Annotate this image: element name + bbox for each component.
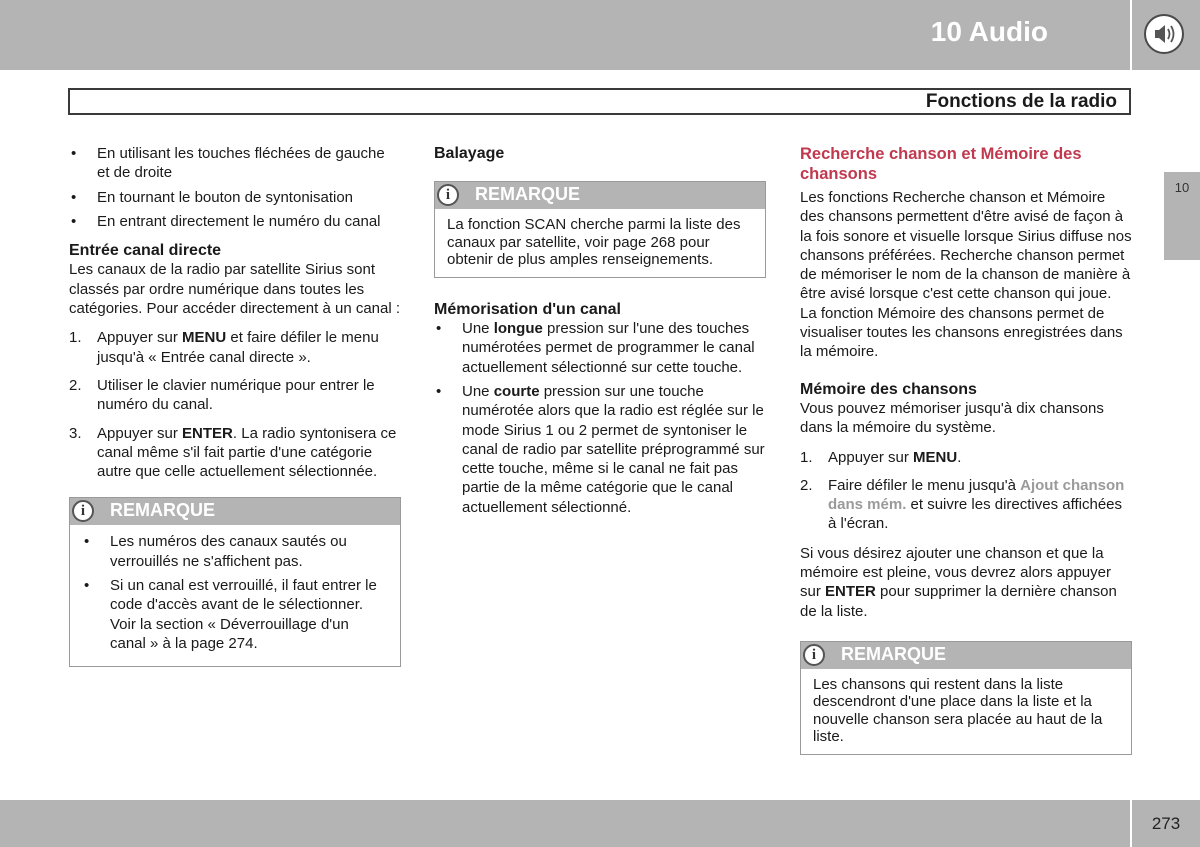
- heading-direct-channel: Entrée canal directe: [69, 242, 222, 260]
- note-title: REMARQUE: [110, 500, 216, 521]
- list-item: [434, 319, 766, 377]
- item-text: Une: [462, 320, 494, 338]
- note-text: Les chansons qui restent dans la liste descendront d'une place dans la liste et la nouvelle chanson sera placée au haut de la liste.: [813, 675, 1103, 746]
- list-item: • En utilisant les touches fléchées de gauche et de droite: [69, 144, 401, 183]
- direct-channel-intro: Les canaux de la radio par satellite Sirius sont classés par ordre numérique dans toutes les catégories. Pour accéder directement à un canal :: [69, 261, 401, 318]
- step-text: Faire défiler le menu jusqu'à: [828, 476, 1021, 494]
- list-item: • Si un canal est verrouillé, il faut entrer le code d'accès avant de le sélectionner. Voir la section « Déverrouillage d'un canal » à la page 274.: [82, 576, 388, 653]
- step-item: [69, 328, 401, 367]
- note-header: [70, 498, 400, 525]
- heading-store-channel: Mémorisation d'un canal: [434, 300, 621, 318]
- step-number: 2.: [69, 376, 82, 394]
- list-item: • En tournant le bouton de syntonisation: [69, 188, 401, 207]
- step-text: . La radio syntonisera ce canal même s'il fait partie d'une catégorie autre que celle actuellement sélectionnée.: [97, 424, 397, 481]
- heading-scan: Balayage: [434, 145, 505, 162]
- list-item: [434, 382, 766, 517]
- list-item: • En entrant directement le numéro du canal: [69, 212, 401, 231]
- info-icon: i: [803, 644, 825, 666]
- step-item: [69, 376, 401, 415]
- heading-song-search: Recherche chanson et Mémoire des chansons: [800, 145, 1082, 183]
- note-list: [82, 532, 388, 653]
- direct-channel-steps: [69, 328, 401, 481]
- step-text: .: [957, 448, 962, 466]
- chapter-icon-box: [1132, 0, 1200, 70]
- page-number-box: [1132, 800, 1200, 847]
- column-middle: [434, 144, 766, 527]
- page-number: 273: [1151, 814, 1181, 833]
- section-title-box: [68, 88, 1131, 115]
- info-icon: i: [437, 184, 459, 206]
- step-number: 2.: [800, 476, 813, 494]
- note-title: REMARQUE: [841, 643, 947, 664]
- step-key: MENU: [913, 448, 958, 466]
- note-box: [69, 497, 401, 667]
- menu-item-add-song: Ajout chanson dans mém.: [828, 476, 1125, 514]
- note-header: [801, 642, 1131, 669]
- text-part: Si vous désirez ajouter une chanson et que la mémoire est pleine, vous devrez alors appuyer sur: [800, 544, 1111, 601]
- side-tab-number: 10: [1174, 180, 1190, 195]
- footer-bar: [0, 800, 1130, 847]
- step-text: et suivre les directives affichées à l'écran.: [828, 496, 1123, 533]
- store-channel-list: [434, 319, 766, 517]
- header-bar: [0, 0, 1130, 70]
- step-key: ENTER: [182, 424, 233, 442]
- note-title: REMARQUE: [475, 184, 581, 205]
- note-body: [801, 669, 1131, 754]
- step-text: Appuyer sur: [97, 329, 183, 347]
- step-number: 1.: [800, 448, 813, 466]
- step-number: 3.: [69, 424, 82, 442]
- step-text: Appuyer sur: [97, 424, 183, 442]
- item-text: pression sur l'une des touches numérotées permet de programmer le canal actuellement sélectionné sur cette touche.: [462, 320, 755, 376]
- song-search-text: Les fonctions Recherche chanson et Mémoire des chansons permettent d'être avisé de façon à la fois sonore et visuelle lorsque Sirius diffuse nos chansons préférées. Recherche chanson permet de mémoriser le nom de la chanson de manière à être avisé lorsque c'est cette chanson qui joue. La fonction Mémoire des chansons permet de visualiser toutes les chansons enregistrées dans la mémoire.: [800, 189, 1132, 361]
- song-memory-text: Vous pouvez mémoriser jusqu'à dix chansons dans la mémoire du système.: [800, 399, 1104, 437]
- note-text: La fonction SCAN cherche parmi la liste des canaux par satellite, voir page 268 pour obtenir de plus amples renseignements.: [447, 216, 741, 269]
- step-text: et faire défiler le menu jusqu'à « Entrée canal directe ».: [97, 329, 379, 366]
- item-emphasis: courte: [493, 382, 540, 400]
- note-body: [435, 209, 765, 277]
- step-item: [800, 476, 1132, 534]
- note-box: [800, 641, 1132, 755]
- step-text: Appuyer sur: [828, 448, 914, 466]
- column-right: [800, 144, 1132, 767]
- note-header: [435, 182, 765, 209]
- text-part: pour supprimer la dernière chanson de la liste.: [800, 583, 1117, 620]
- chapter-title: 10 Audio: [930, 16, 1048, 47]
- chapter-side-tab: [1164, 172, 1200, 260]
- item-emphasis: longue: [493, 320, 543, 338]
- step-text: Utiliser le clavier numérique pour entrer le numéro du canal.: [97, 376, 375, 414]
- text-key: ENTER: [825, 583, 876, 601]
- item-text: Une: [462, 382, 494, 400]
- input-methods-list: [69, 144, 401, 231]
- column-left: [69, 144, 401, 679]
- note-box: [434, 181, 766, 278]
- speaker-icon: [1144, 14, 1184, 54]
- note-body: [70, 525, 400, 666]
- speaker-icon-glyph: [1146, 16, 1182, 52]
- info-icon: i: [72, 500, 94, 522]
- heading-song-memory: Mémoire des chansons: [800, 380, 977, 398]
- step-number: 1.: [69, 329, 82, 347]
- step-key: MENU: [182, 329, 227, 347]
- section-title: Fonctions de la radio: [925, 91, 1117, 112]
- memory-full-text: [800, 544, 1132, 621]
- step-item: [800, 448, 1132, 467]
- step-item: [69, 424, 401, 482]
- item-text: pression sur une touche numérotée alors que la radio est réglée sur le mode Sirius 1 ou 2 permet de syntoniser le canal de radio par satellite préprogrammé sur cette touche, même si le canal ne fait pas partie de la même catégorie que le canal actuellement sélectionné.: [462, 382, 765, 516]
- list-item: • Les numéros des canaux sautés ou verrouillés ne s'affichent pas.: [82, 532, 388, 571]
- song-memory-steps: [800, 448, 1132, 534]
